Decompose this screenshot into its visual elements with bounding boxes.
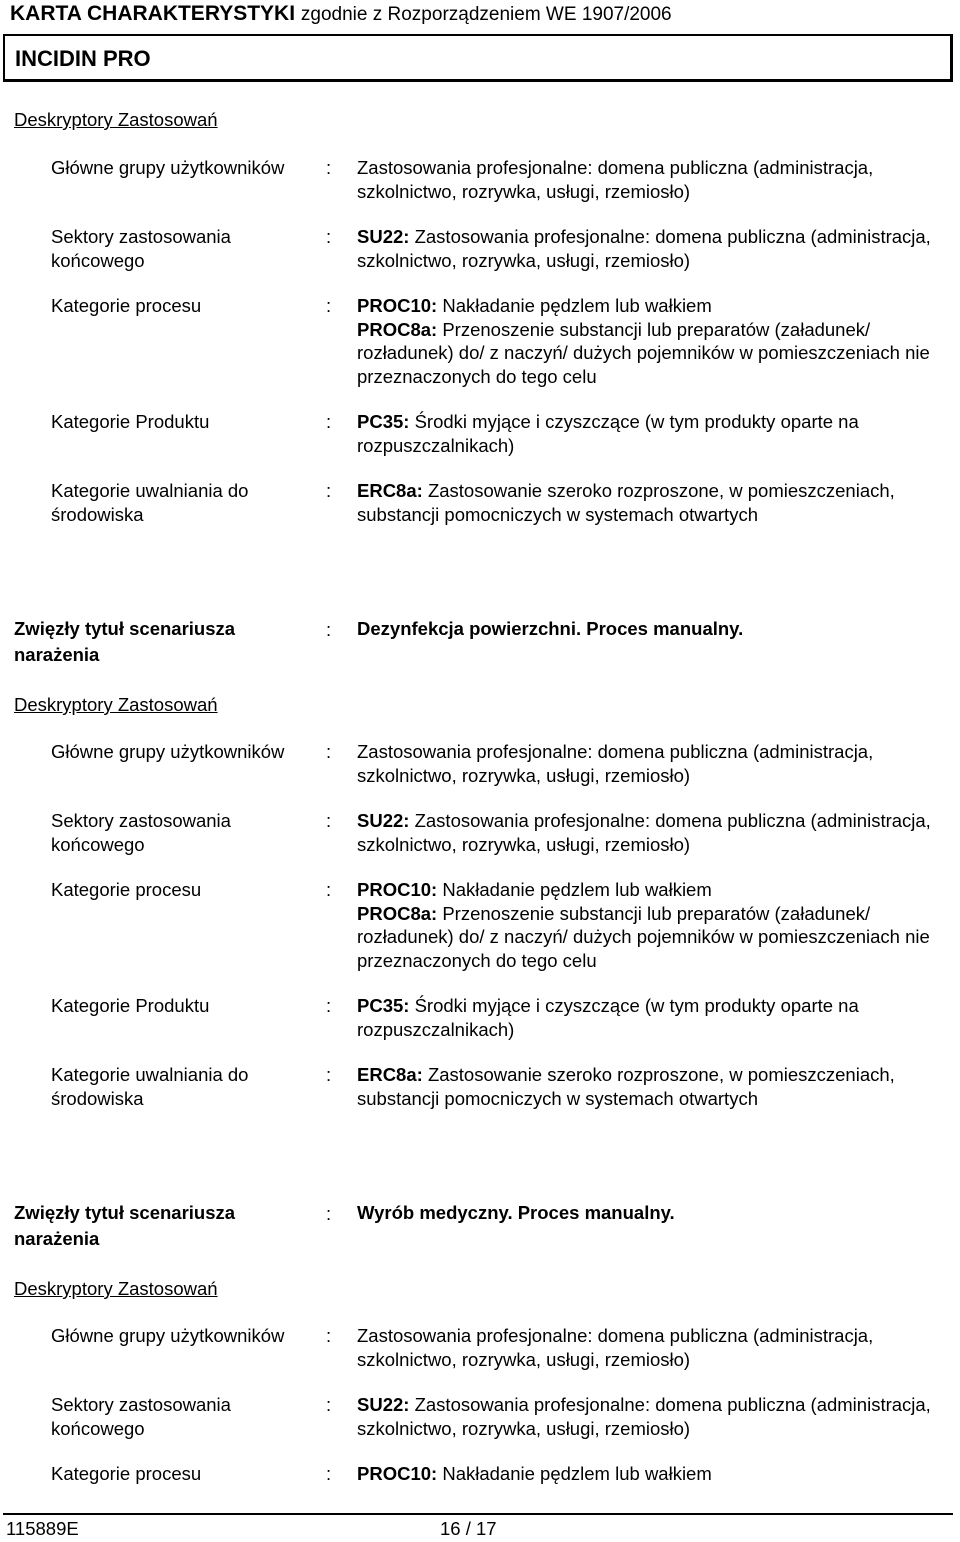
proc10-text: Nakładanie pędzlem lub wałkiem bbox=[442, 295, 712, 316]
proc10-code: PROC10: bbox=[357, 295, 438, 316]
end-use-sectors-value bbox=[357, 225, 957, 272]
descriptors-heading: Deskryptory Zastosowań bbox=[14, 109, 218, 130]
process-categories-value bbox=[357, 1462, 957, 1486]
proc8a-code: PROC8a: bbox=[357, 902, 438, 924]
proc10-line bbox=[357, 294, 957, 318]
env-release-category-value bbox=[357, 1063, 957, 1110]
colon: : bbox=[326, 879, 332, 900]
main-user-groups-label: Główne grupy użytkowników bbox=[51, 1325, 285, 1346]
proc8a-line bbox=[357, 902, 957, 973]
erc8a-text: Zastosowanie szeroko rozproszone, w pomieszczeniach, substancji pomocniczych w systemach otwartych bbox=[357, 480, 895, 525]
process-categories-label: Kategorie procesu bbox=[51, 295, 202, 316]
su22-code: SU22: bbox=[357, 810, 410, 831]
erc8a-code: ERC8a: bbox=[357, 1064, 423, 1085]
footer-document-code: 115889E bbox=[6, 1518, 79, 1539]
proc8a-line bbox=[357, 318, 957, 389]
descriptors-heading: Deskryptory Zastosowań bbox=[14, 694, 218, 715]
end-use-sectors-value bbox=[357, 1393, 957, 1440]
end-use-sectors-label: Sektory zastosowania końcowego bbox=[51, 226, 231, 271]
env-release-category-label: Kategorie uwalniania do środowiska bbox=[51, 1064, 249, 1109]
su22-code: SU22: bbox=[357, 1394, 410, 1415]
product-name: INCIDIN PRO bbox=[15, 46, 151, 71]
erc8a-text: Zastosowanie szeroko rozproszone, w pomieszczeniach, substancji pomocniczych w systemach otwartych bbox=[357, 1064, 895, 1109]
scenario-title-value: Dezynfekcja powierzchni. Proces manualny. bbox=[357, 618, 744, 639]
product-category-value bbox=[357, 994, 957, 1041]
end-use-sectors-label: Sektory zastosowania końcowego bbox=[51, 810, 231, 855]
pc35-text: Środki myjące i czyszczące (w tym produkty oparte na rozpuszczalnikach) bbox=[357, 995, 859, 1040]
main-user-groups-value: Zastosowania profesjonalne: domena publiczna (administracja, szkolnictwo, rozrywka, usługi, rzemiosło) bbox=[357, 157, 874, 202]
proc8a-text: Przenoszenie substancji lub preparatów (załadunek/ rozładunek) do/ z naczyń/ dużych pojemników w pomieszczeniach nie przeznaczonych do tego celu bbox=[357, 902, 930, 971]
proc10-code: PROC10: bbox=[357, 879, 438, 900]
product-category-label: Kategorie Produktu bbox=[51, 411, 210, 432]
env-release-category-value bbox=[357, 479, 957, 526]
main-user-groups-value: Zastosowania profesjonalne: domena publiczna (administracja, szkolnictwo, rozrywka, usługi, rzemiosło) bbox=[357, 741, 874, 786]
colon: : bbox=[326, 741, 332, 762]
proc8a-text: Przenoszenie substancji lub preparatów (załadunek/ rozładunek) do/ z naczyń/ dużych pojemników w pomieszczeniach nie przeznaczonych do tego celu bbox=[357, 318, 930, 387]
su22-text: Zastosowania profesjonalne: domena publiczna (administracja, szkolnictwo, rozrywka, usługi, rzemiosło) bbox=[357, 810, 931, 855]
proc8a-code: PROC8a: bbox=[357, 318, 438, 340]
document-title: KARTA CHARAKTERYSTYKI bbox=[10, 2, 296, 25]
descriptors-heading: Deskryptory Zastosowań bbox=[14, 1278, 218, 1299]
proc10-text: Nakładanie pędzlem lub wałkiem bbox=[442, 879, 712, 900]
process-categories-label: Kategorie procesu bbox=[51, 879, 202, 900]
su22-code: SU22: bbox=[357, 226, 410, 247]
colon: : bbox=[326, 295, 332, 316]
scenario-title-value: Wyrób medyczny. Proces manualny. bbox=[357, 1202, 675, 1223]
proc10-code: PROC10: bbox=[357, 1463, 438, 1484]
product-category-value bbox=[357, 410, 957, 457]
main-user-groups-label: Główne grupy użytkowników bbox=[51, 741, 285, 762]
document-subtitle: zgodnie z Rozporządzeniem WE 1907/2006 bbox=[300, 4, 672, 25]
scenario-title-label: Zwięzły tytuł scenariusza narażenia bbox=[14, 1202, 236, 1249]
proc10-line bbox=[357, 878, 957, 902]
colon: : bbox=[326, 1325, 332, 1346]
colon: : bbox=[326, 1203, 332, 1224]
process-categories-label: Kategorie procesu bbox=[51, 1463, 202, 1484]
end-use-sectors-label: Sektory zastosowania końcowego bbox=[51, 1394, 231, 1439]
colon: : bbox=[326, 810, 332, 831]
colon: : bbox=[326, 1394, 332, 1415]
proc10-line bbox=[357, 1462, 957, 1486]
product-category-label: Kategorie Produktu bbox=[51, 995, 210, 1016]
pc35-code: PC35: bbox=[357, 995, 410, 1016]
footer-divider bbox=[3, 1513, 953, 1515]
proc10-text: Nakładanie pędzlem lub wałkiem bbox=[442, 1463, 712, 1484]
process-categories-value bbox=[357, 294, 957, 388]
erc8a-code: ERC8a: bbox=[357, 480, 423, 501]
main-user-groups-label: Główne grupy użytkowników bbox=[51, 157, 285, 178]
colon: : bbox=[326, 1064, 332, 1085]
pc35-code: PC35: bbox=[357, 411, 410, 432]
product-name-box bbox=[3, 34, 953, 82]
scenario-title-label: Zwięzły tytuł scenariusza narażenia bbox=[14, 618, 236, 665]
colon: : bbox=[326, 1463, 332, 1484]
footer-page-number: 16 / 17 bbox=[440, 1518, 497, 1539]
colon: : bbox=[326, 480, 332, 501]
colon: : bbox=[326, 411, 332, 432]
main-user-groups-value: Zastosowania profesjonalne: domena publiczna (administracja, szkolnictwo, rozrywka, usługi, rzemiosło) bbox=[357, 1325, 874, 1370]
colon: : bbox=[326, 157, 332, 178]
process-categories-value bbox=[357, 878, 957, 972]
document-header bbox=[10, 2, 672, 26]
colon: : bbox=[326, 619, 332, 640]
su22-text: Zastosowania profesjonalne: domena publiczna (administracja, szkolnictwo, rozrywka, usługi, rzemiosło) bbox=[357, 1394, 931, 1439]
end-use-sectors-value bbox=[357, 809, 957, 856]
su22-text: Zastosowania profesjonalne: domena publiczna (administracja, szkolnictwo, rozrywka, usługi, rzemiosło) bbox=[357, 226, 931, 271]
colon: : bbox=[326, 226, 332, 247]
env-release-category-label: Kategorie uwalniania do środowiska bbox=[51, 480, 249, 525]
pc35-text: Środki myjące i czyszczące (w tym produkty oparte na rozpuszczalnikach) bbox=[357, 411, 859, 456]
colon: : bbox=[326, 995, 332, 1016]
